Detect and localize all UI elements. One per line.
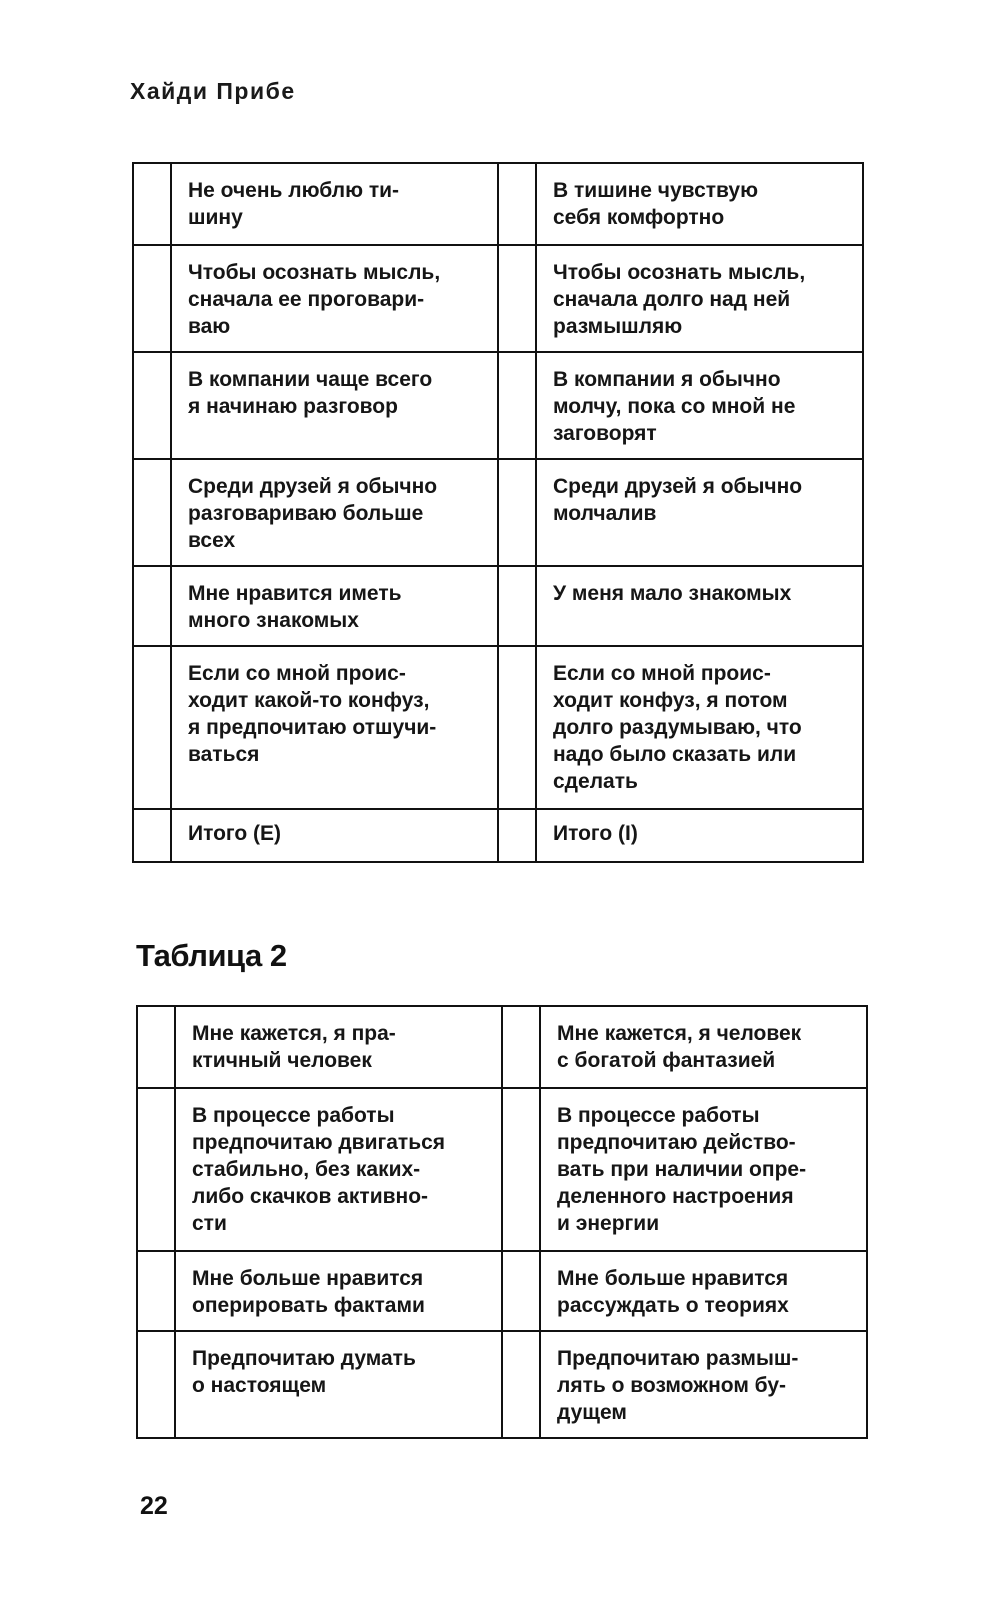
total-box-i[interactable] (498, 809, 536, 862)
statement-left: Мне кажется, я пра- ктичный человек (175, 1006, 502, 1088)
table-row (133, 245, 863, 352)
statement-left: Мне нравится иметь много знакомых (171, 566, 498, 646)
answer-checkbox-left[interactable] (133, 245, 171, 352)
answer-checkbox-left[interactable] (133, 352, 171, 459)
answer-checkbox-right[interactable] (502, 1088, 540, 1251)
statement-right: Предпочитаю размыш- лять о возможном бу- дущем (540, 1331, 867, 1438)
table-row (133, 352, 863, 459)
statement-left: Если со мной проис- ходит какой-то конфуз, я предпочитаю отшучи- ваться (171, 646, 498, 809)
answer-checkbox-right[interactable] (498, 566, 536, 646)
page-number: 22 (140, 1492, 168, 1520)
answer-checkbox-left[interactable] (133, 646, 171, 809)
statement-right: У меня мало знакомых (536, 566, 863, 646)
answer-checkbox-left[interactable] (137, 1251, 175, 1331)
table-row (133, 566, 863, 646)
statement-right: Среди друзей я обычно молчалив (536, 459, 863, 566)
answer-checkbox-right[interactable] (502, 1251, 540, 1331)
total-label-i: Итого (I) (536, 809, 863, 862)
statement-right: Если со мной проис- ходит конфуз, я потом долго раздумываю, что надо было сказать или сделать (536, 646, 863, 809)
statement-left: Мне больше нравится оперировать фактами (175, 1251, 502, 1331)
statement-right: В процессе работы предпочитаю действо- вать при наличии опре- деленного настроения и энергии (540, 1088, 867, 1251)
statement-left: В компании чаще всего я начинаю разговор (171, 352, 498, 459)
answer-checkbox-left[interactable] (137, 1088, 175, 1251)
answer-checkbox-left[interactable] (133, 566, 171, 646)
answer-checkbox-right[interactable] (498, 245, 536, 352)
statement-left: Среди друзей я обычно разговариваю больше всех (171, 459, 498, 566)
table-row (133, 163, 863, 245)
section-title-table-2: Таблица 2 (136, 938, 287, 973)
answer-checkbox-right[interactable] (498, 352, 536, 459)
statement-left: Предпочитаю думать о настоящем (175, 1331, 502, 1438)
answer-checkbox-right[interactable] (502, 1331, 540, 1438)
answer-checkbox-right[interactable] (502, 1006, 540, 1088)
total-row (133, 809, 863, 862)
table-row (137, 1251, 867, 1331)
answer-checkbox-left[interactable] (133, 459, 171, 566)
answer-checkbox-right[interactable] (498, 646, 536, 809)
statement-left: В процессе работы предпочитаю двигаться стабильно, без каких- либо скачков активно- сти (175, 1088, 502, 1251)
statement-right: Мне кажется, я человек с богатой фантазией (540, 1006, 867, 1088)
statement-right: В компании я обычно молчу, пока со мной не заговорят (536, 352, 863, 459)
statement-left: Не очень люблю ти- шину (171, 163, 498, 245)
answer-checkbox-right[interactable] (498, 459, 536, 566)
total-label-e: Итого (E) (171, 809, 498, 862)
table-row (137, 1088, 867, 1251)
answer-checkbox-left[interactable] (133, 163, 171, 245)
statement-right: В тишине чувствую себя комфортно (536, 163, 863, 245)
answer-checkbox-left[interactable] (137, 1006, 175, 1088)
answer-checkbox-right[interactable] (498, 163, 536, 245)
statement-left: Чтобы осознать мысль, сначала ее проговари- ваю (171, 245, 498, 352)
statement-right: Чтобы осознать мысль, сначала долго над ней размышляю (536, 245, 863, 352)
table-row (137, 1006, 867, 1088)
table-2 (136, 1005, 868, 1439)
statement-right: Мне больше нравится рассуждать о теориях (540, 1251, 867, 1331)
total-box-e[interactable] (133, 809, 171, 862)
table-row (133, 646, 863, 809)
table-1 (132, 162, 864, 863)
table-row (133, 459, 863, 566)
table-row (137, 1331, 867, 1438)
answer-checkbox-left[interactable] (137, 1331, 175, 1438)
running-header-author: Хайди Прибе (130, 78, 296, 104)
